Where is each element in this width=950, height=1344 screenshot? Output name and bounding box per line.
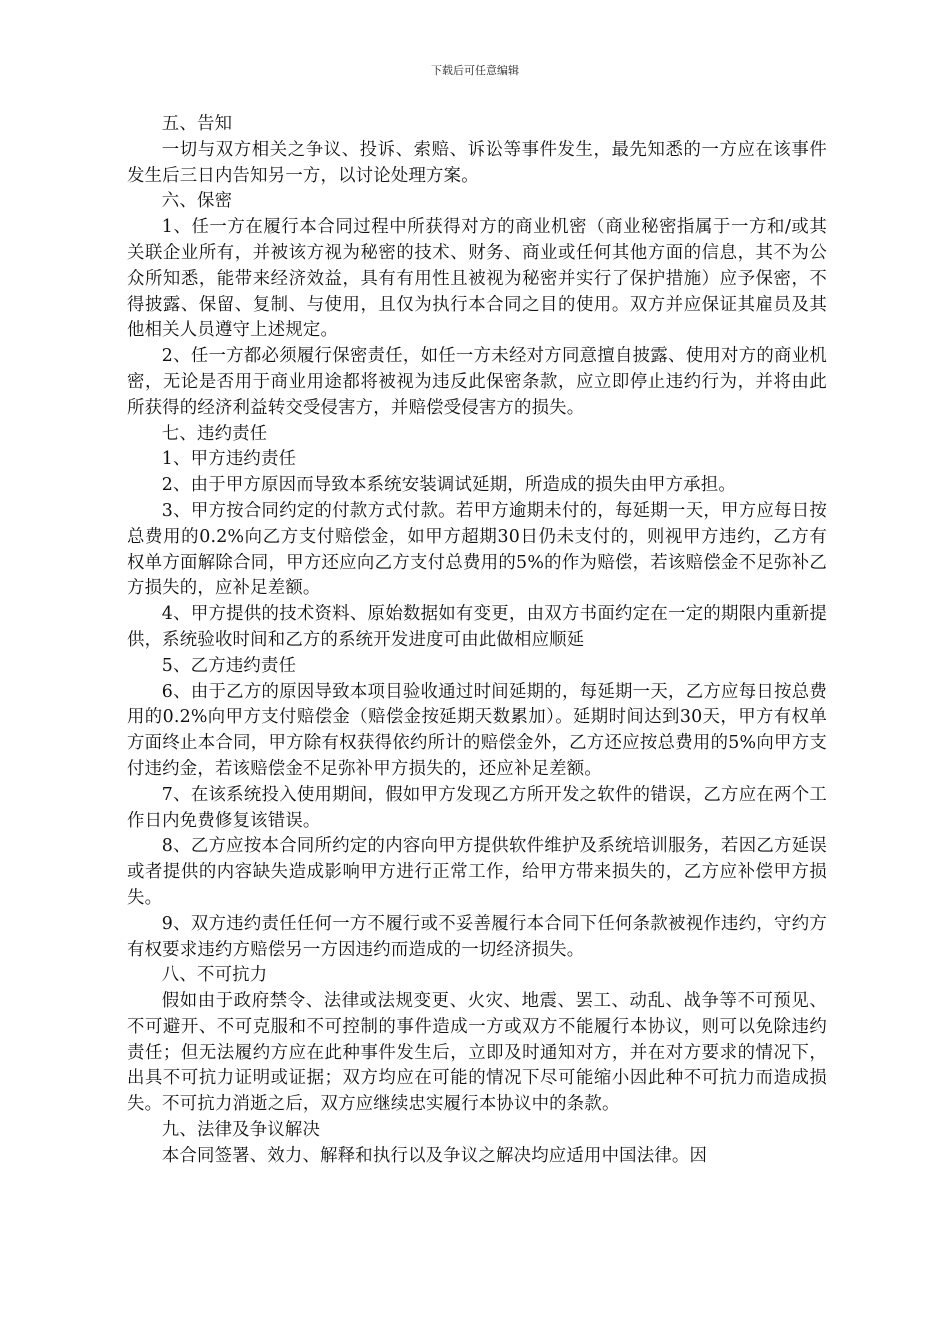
section-heading-confidentiality: 六、保密 [161, 191, 233, 212]
breach-clause-7: 7、在该系统投入使用期间，假如甲方发现乙方所开发之软件的错误，乙方应在两个工作日内免费修复该错误。 [127, 784, 827, 831]
section-heading-notice: 五、告知 [161, 114, 233, 134]
confidentiality-clause-2: 2、任一方都必须履行保密责任，如任一方未经对方同意擅自披露、使用对方的商业机密，无论是否用于商业用途都将被视为违反此保密条款，应立即停止违约行为，并将由此所获得的经济利益转交受侵害方，并赔偿受侵害方的损失。 [127, 346, 827, 418]
force-majeure-paragraph: 假如由于政府禁令、法律或法规变更、火灾、地震、罢工、动乱、战争等不可预见、不可避开、不可克服和不可控制的事件造成一方或双方不能履行本协议，则可以免除违约责任；但无法履约方应在此种事件发生后，立即及时通知对方，并在对方要求的情况下，出具不可抗力证明或证据；双方均应在可能的情况下尽可能缩小因此种不可抗力而造成损失。不可抗力消逝之后，双方应继续忠实履行本协议中的条款。 [127, 991, 827, 1115]
page-header: 下载后可任意编辑 [431, 64, 519, 77]
law-disputes-paragraph: 本合同签署、效力、解释和执行以及争议之解决均应适用中国法律。因 [161, 1145, 708, 1166]
section-heading-force-majeure: 八、不可抗力 [161, 965, 268, 986]
document-body [127, 112, 827, 1170]
breach-clause-3: 3、甲方按合同约定的付款方式付款。若甲方逾期未付的，每延期一天，甲方应每日按总费用的0.2%向乙方支付赔偿金，如甲方超期30日仍未支付的，则视甲方违约，乙方有权单方面解除合同，甲方还应向乙方支付总费用的5%的作为赔偿，若该赔偿金不足弥补乙方损失的，应补足差额。 [127, 500, 827, 599]
breach-clause-1: 1、甲方违约责任 [161, 449, 297, 470]
breach-clause-2: 2、由于甲方原因而导致本系统安装调试延期，所造成的损失由甲方承担。 [161, 475, 736, 496]
notice-paragraph: 一切与双方相关之争议、投诉、索赔、诉讼等事件发生，最先知悉的一方应在该事件发生后三日内告知另一方，以讨论处理方案。 [127, 139, 827, 186]
breach-clause-8: 8、乙方应按本合同所约定的内容向甲方提供软件维护及系统培训服务，若因乙方延误或者提供的内容缺失造成影响甲方进行正常工作，给甲方带来损失的，乙方应补偿甲方损失。 [127, 836, 827, 908]
confidentiality-clause-1: 1、任一方在履行本合同过程中所获得对方的商业机密（商业秘密指属于一方和/或其关联企业所有，并被该方视为秘密的技术、财务、商业或任何其他方面的信息，其不为公众所知悉，能带来经济效益，具有有用性且被视为秘密并实行了保护措施）应予保密，不得披露、保留、复制、与使用，且仅为执行本合同之目的使用。双方并应保证其雇员及其他相关人员遵守上述规定。 [127, 217, 827, 341]
breach-clause-5: 5、乙方违约责任 [161, 655, 297, 676]
section-heading-law-disputes: 九、法律及争议解决 [161, 1120, 321, 1141]
breach-clause-4: 4、甲方提供的技术资料、原始数据如有变更，由双方书面约定在一定的期限内重新提供，系统验收时间和乙方的系统开发进度可由此做相应顺延 [127, 604, 827, 650]
breach-clause-6: 6、由于乙方的原因导致本项目验收通过时间延期的，每延期一天，乙方应每日按总费用的0.2%向甲方支付赔偿金（赔偿金按延期天数累加）。延期时间达到30天，甲方有权单方面终止本合同，甲方除有权获得依约所计的赔偿金外，乙方还应按总费用的5%向甲方支付违约金，若该赔偿金不足弥补甲方损失的，还应补足差额。 [127, 681, 827, 779]
breach-clause-9: 9、双方违约责任任何一方不履行或不妥善履行本合同下任何条款被视作违约，守约方有权要求违约方赔偿另一方因违约而造成的一切经济损失。 [127, 913, 827, 960]
section-heading-breach: 七、违约责任 [161, 423, 268, 444]
